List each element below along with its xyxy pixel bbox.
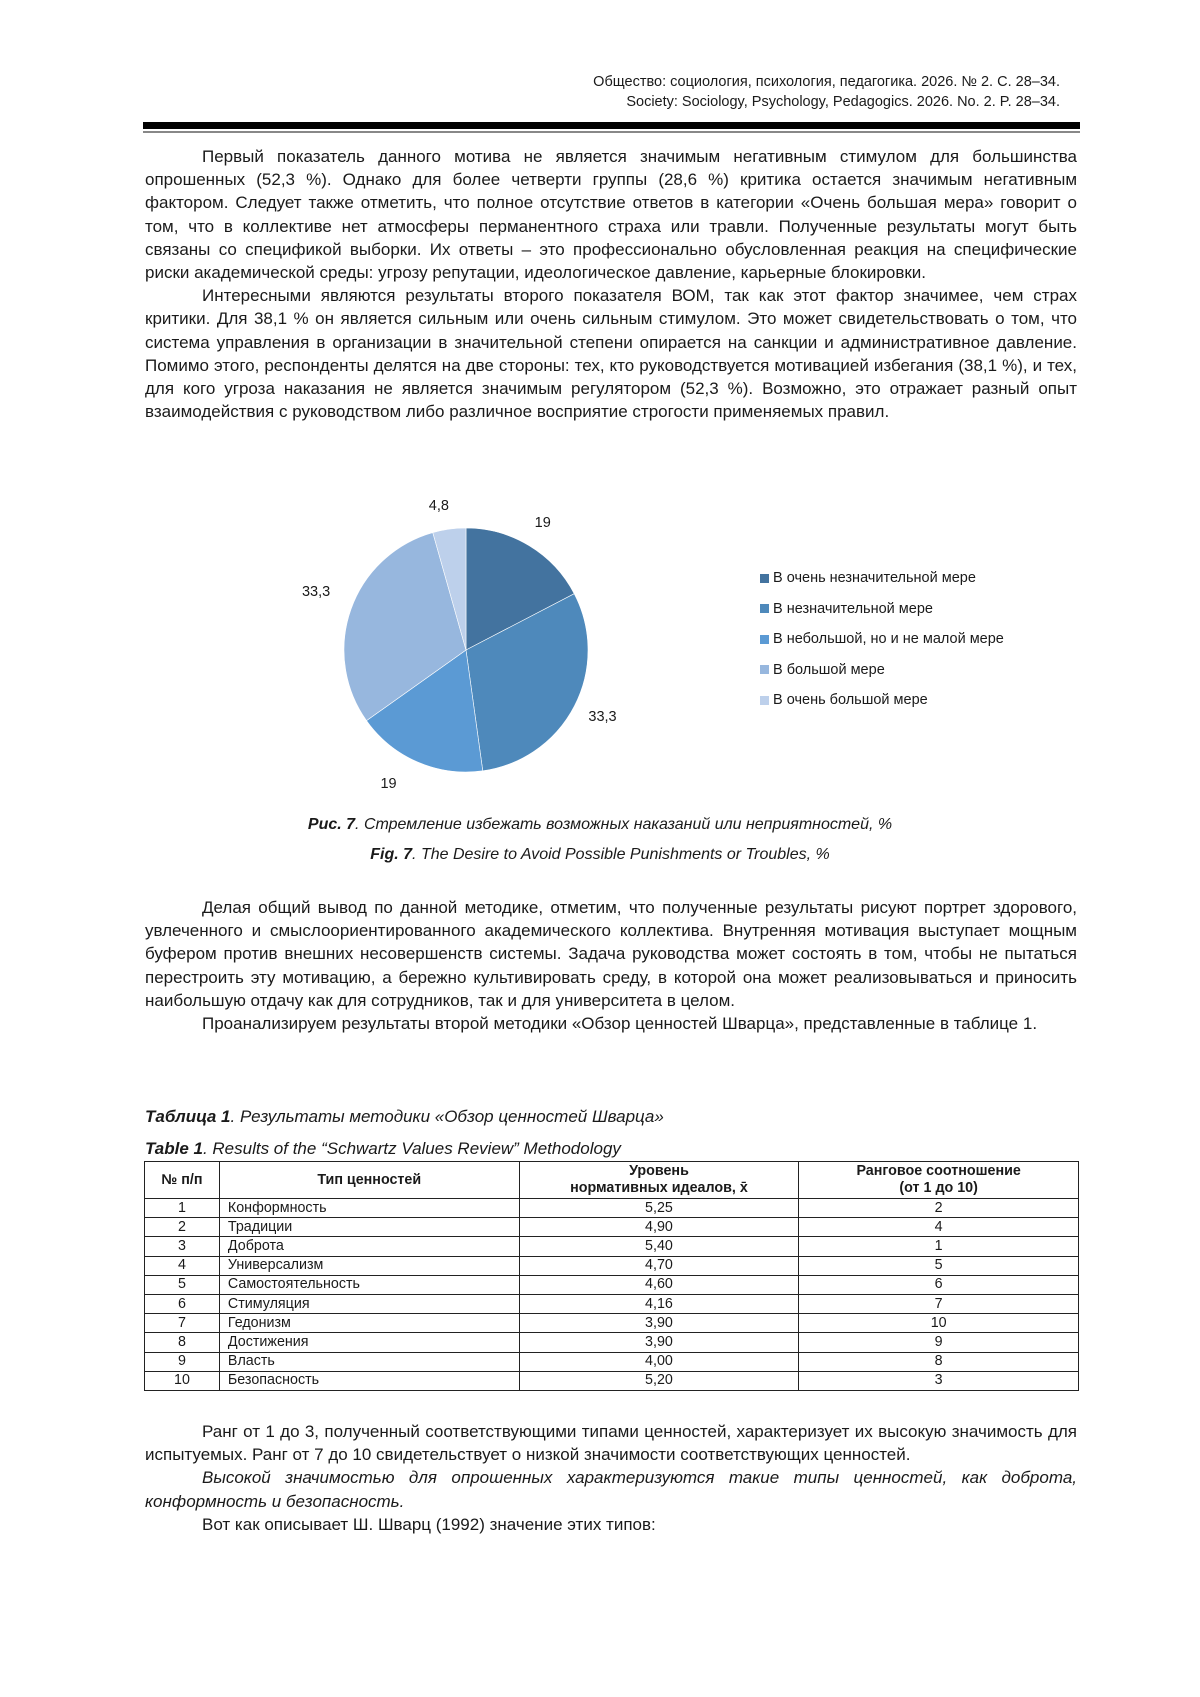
paragraph: Первый показатель данного мотива не является значимым негативным стимулом для большинства опрошенных (52,3 %). Однако для более четверти группы (28,6 %) критика остается значимым негативным фактором. Следует также отметить, что полное отсутствие ответов в категории «Очень большая мера» говорит о том, что в коллективе нет атмосферы перманентного страха или травли. Полученные результаты могут быть связаны со спецификой выборки. Их ответы – это профессионально обусловленная реакция на специфические риски академической среды: угрозу репутации, идеологическое давление, карьерные блокировки. xyxy=(145,147,1077,283)
value-type: Доброта xyxy=(219,1237,519,1256)
legend-item xyxy=(760,685,1004,716)
table-title-text: . Результаты методики «Обзор ценностей Шварца» xyxy=(230,1107,664,1126)
table-title-text: . Results of the “Schwartz Values Review” Methodology xyxy=(202,1139,621,1158)
rank-value: 1 xyxy=(799,1237,1079,1256)
table-label: Table 1 xyxy=(145,1139,203,1158)
header-rule-thin xyxy=(143,131,1080,133)
legend-label: В незначительной мере xyxy=(773,600,933,617)
chart-legend xyxy=(760,563,1004,716)
table-title-ru xyxy=(145,1107,664,1127)
legend-label: В большой мере xyxy=(773,661,885,678)
legend-swatch-icon xyxy=(760,665,769,674)
table-row xyxy=(145,1371,1079,1390)
paragraph: Делая общий вывод по данной методике, отметим, что полученные результаты рисуют портрет здорового, увлеченного и смыслоориентированного академического коллектива. Внутренняя мотивация выступает мощным буфером против внешних несовершенств системы. Задача руководства может состоять в том, чтобы не пытаться перестроить эту мотивацию, а бережно культивировать среду, в которой она может реализовываться и приносить наибольшую отдачу как для сотрудников, так и для университета в целом. xyxy=(145,898,1077,1010)
value-type: Конформность xyxy=(219,1199,519,1218)
caption-text: . Стремление избежать возможных наказаний или неприятностей, % xyxy=(355,816,893,833)
running-head-en: Society: Sociology, Psychology, Pedagogics. 2026. No. 2. P. 28–34. xyxy=(626,94,1060,110)
value-type: Безопасность xyxy=(219,1371,519,1390)
row-number: 9 xyxy=(145,1352,220,1371)
paragraph: Проанализируем результаты второй методики «Обзор ценностей Шварца», представленные в таблице 1. xyxy=(202,1014,1038,1034)
pie-chart xyxy=(300,495,1080,805)
rank-value: 9 xyxy=(799,1333,1079,1352)
header-number: № п/п xyxy=(145,1162,220,1199)
value-type: Власть xyxy=(219,1352,519,1371)
body-text-top xyxy=(145,145,1077,423)
level-value: 4,00 xyxy=(519,1352,799,1371)
level-value: 4,70 xyxy=(519,1256,799,1275)
pie-value-label: 33,3 xyxy=(301,584,331,601)
pie-value-label: 4,8 xyxy=(428,498,449,515)
table-header-row xyxy=(145,1162,1079,1199)
table-row xyxy=(145,1256,1079,1275)
rank-value: 7 xyxy=(799,1294,1079,1313)
value-type: Достижения xyxy=(219,1333,519,1352)
legend-label: В очень большой мере xyxy=(773,692,928,709)
header-rule-thick xyxy=(143,122,1080,129)
rank-value: 5 xyxy=(799,1256,1079,1275)
legend-item xyxy=(760,563,1004,594)
value-type: Традиции xyxy=(219,1218,519,1237)
table-row xyxy=(145,1352,1079,1371)
legend-label: В очень незначительной мере xyxy=(773,570,976,587)
row-number: 7 xyxy=(145,1314,220,1333)
header-level: Уровень нормативных идеалов, x̄ xyxy=(519,1162,799,1199)
legend-item xyxy=(760,594,1004,625)
level-value: 5,20 xyxy=(519,1371,799,1390)
table-row xyxy=(145,1333,1079,1352)
row-number: 3 xyxy=(145,1237,220,1256)
header-value-type: Тип ценностей xyxy=(219,1162,519,1199)
paragraph-italic: Высокой значимостью для опрошенных характеризуются такие типы ценностей, как доброта, конформность и безопасность. xyxy=(145,1468,1077,1511)
running-head xyxy=(593,72,1060,112)
body-text-bottom xyxy=(145,1420,1077,1536)
rank-value: 8 xyxy=(799,1352,1079,1371)
level-value: 3,90 xyxy=(519,1333,799,1352)
row-number: 10 xyxy=(145,1371,220,1390)
table-row xyxy=(145,1199,1079,1218)
caption-label: Рис. 7 xyxy=(307,816,356,833)
legend-swatch-icon xyxy=(760,574,769,583)
value-type: Гедонизм xyxy=(219,1314,519,1333)
row-number: 5 xyxy=(145,1275,220,1294)
level-value: 4,60 xyxy=(519,1275,799,1294)
rank-value: 3 xyxy=(799,1371,1079,1390)
row-number: 4 xyxy=(145,1256,220,1275)
value-type: Самостоятельность xyxy=(219,1275,519,1294)
pie-value-label: 19 xyxy=(380,775,397,792)
value-type: Стимуляция xyxy=(219,1294,519,1313)
row-number: 1 xyxy=(145,1199,220,1218)
pie-plot xyxy=(300,495,640,805)
row-number: 8 xyxy=(145,1333,220,1352)
row-number: 6 xyxy=(145,1294,220,1313)
body-text-middle xyxy=(145,896,1077,1035)
table-row xyxy=(145,1275,1079,1294)
level-value: 4,16 xyxy=(519,1294,799,1313)
table-row xyxy=(145,1314,1079,1333)
rank-value: 6 xyxy=(799,1275,1079,1294)
caption-label: Fig. 7 xyxy=(370,846,413,863)
legend-item xyxy=(760,655,1004,686)
table-title-en xyxy=(145,1139,621,1159)
paragraph: Интересными являются результаты второго показателя ВОМ, так как этот фактор значимее, чем страх критики. Для 38,1 % он является сильным или очень сильным стимулом. Это может свидетельствовать о том, что система управления в организации в значительной степени опирается на санкции и административное давление. Помимо этого, респонденты делятся на две стороны: тех, кто руководствуется мотивацией избегания (38,1 %), и тех, для кого угроза наказания не является значимым регулятором (52,3 %). Возможно, это отражает разный опыт взаимодействия с руководством либо различное восприятие строгости применяемых правил. xyxy=(145,286,1077,422)
legend-label: В небольшой, но и не малой мере xyxy=(773,631,1004,648)
rank-value: 2 xyxy=(799,1199,1079,1218)
table-label: Таблица 1 xyxy=(145,1107,231,1126)
legend-swatch-icon xyxy=(760,604,769,613)
rank-value: 10 xyxy=(799,1314,1079,1333)
running-head-ru: Общество: социология, психология, педагогика. 2026. № 2. С. 28–34. xyxy=(593,74,1060,90)
schwartz-values-table xyxy=(144,1161,1079,1391)
pie-value-label: 33,3 xyxy=(588,709,617,726)
row-number: 2 xyxy=(145,1218,220,1237)
caption-text: . The Desire to Avoid Possible Punishments or Troubles, % xyxy=(412,846,830,863)
table-row xyxy=(145,1237,1079,1256)
level-value: 5,40 xyxy=(519,1237,799,1256)
value-type: Универсализм xyxy=(219,1256,519,1275)
rank-value: 4 xyxy=(799,1218,1079,1237)
table-row xyxy=(145,1294,1079,1313)
paragraph: Ранг от 1 до 3, полученный соответствующими типами ценностей, характеризует их высокую значимость для испытуемых. Ранг от 7 до 10 свидетельствует о низкой значимости соответствующих ценностей. xyxy=(145,1422,1077,1465)
figure-caption-en xyxy=(0,846,1200,864)
level-value: 5,25 xyxy=(519,1199,799,1218)
header-rank: Ранговое соотношение (от 1 до 10) xyxy=(799,1162,1079,1199)
paragraph: Вот как описывает Ш. Шварц (1992) значение этих типов: xyxy=(202,1514,656,1534)
pie-value-label: 19 xyxy=(534,515,551,532)
legend-item xyxy=(760,624,1004,655)
figure-caption-ru xyxy=(0,816,1200,834)
level-value: 3,90 xyxy=(519,1314,799,1333)
level-value: 4,90 xyxy=(519,1218,799,1237)
table-row xyxy=(145,1218,1079,1237)
legend-swatch-icon xyxy=(760,635,769,644)
legend-swatch-icon xyxy=(760,696,769,705)
